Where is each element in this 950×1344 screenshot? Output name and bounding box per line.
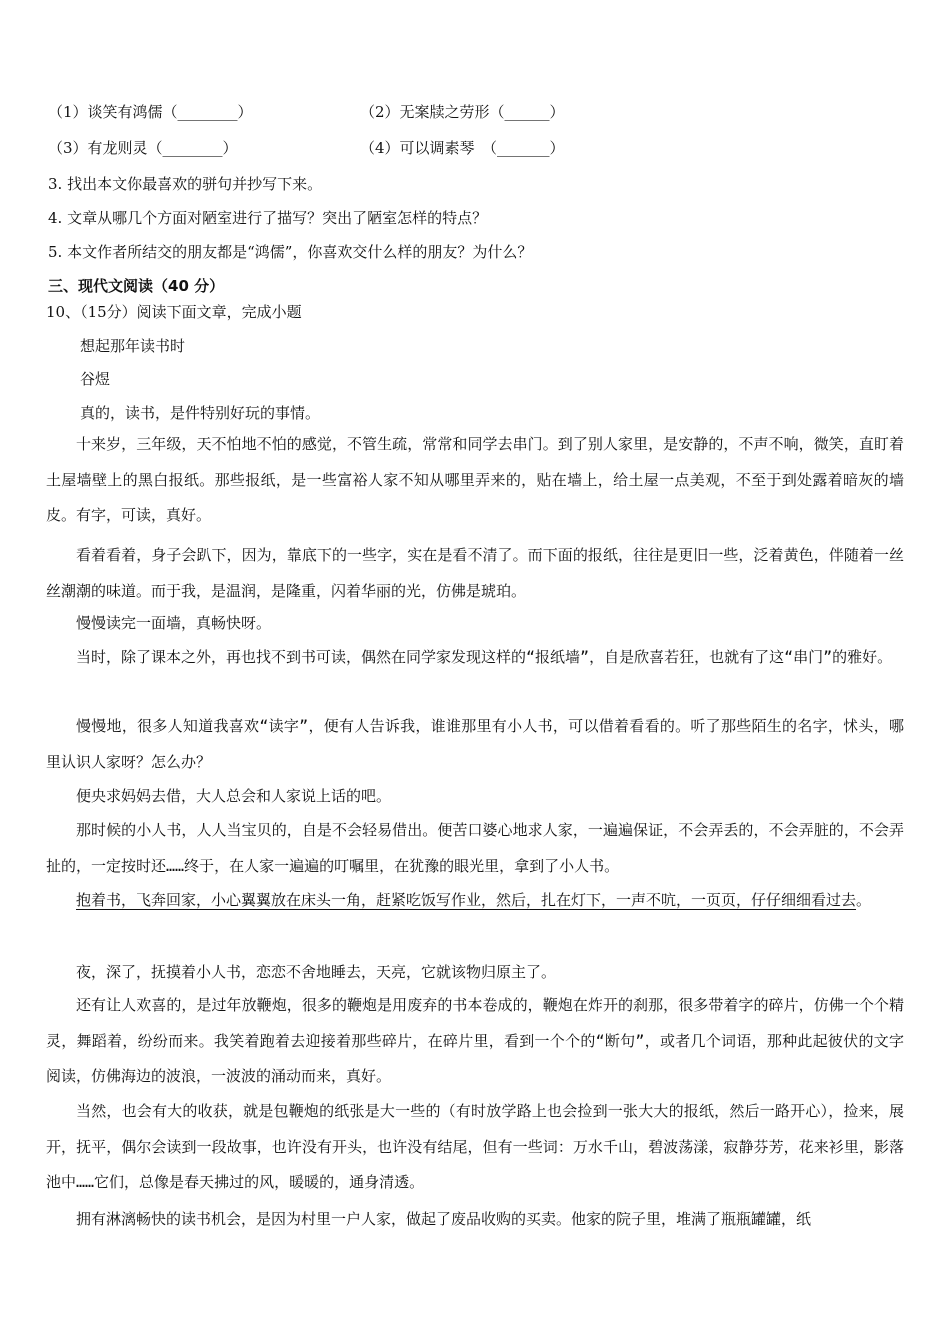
article-paragraph: 真的，读书，是件特别好玩的事情。 [80,404,321,422]
article-paragraph: 那时候的小人书，人人当宝贝的，自是不会轻易借出。便苦口婆心地求人家，一遍遍保证，不会弄丢的，不会弄脏的，不会弄扯的，一定按时还……终于，在人家一遍遍的叮嘱里，在犹豫的眼光里，拿到了小人书。 [46,821,904,875]
article-paragraph: 当然，也会有大的收获，就是包鞭炮的纸张是大一些的（有时放学路上也会捡到一张大大的报纸，然后一路开心），捡来，展开，抚平，偶尔会读到一段故事，也许没有开头，也许没有结尾，但有一些词：万水千山，碧波荡漾，寂静芬芳，花来衫里，影落池中……它们，总像是春天拂过的风，暖暖的，通身清透。 [46,1102,904,1191]
question-5: 5. 本文作者所结交的朋友都是“鸿儒”，你喜欢交什么样的朋友？为什么？ [48,243,533,261]
article-paragraph: 还有让人欢喜的，是过年放鞭炮，很多的鞭炮是用废弃的书本卷成的，鞭炮在炸开的刹那，很多带着字的碎片，仿佛一个个精灵，舞蹈着，纷纷而来。我笑着跑着去迎接着那些碎片，在碎片里，看到一个个的“断句”，或者几个词语，那种此起彼伏的文字阅读，仿佛海边的波浪，一波波的涌动而来，真好。 [46,996,904,1085]
question-4: 4. 文章从哪几个方面对陋室进行了描写？突出了陋室怎样的特点？ [48,209,488,227]
sentence-end-mark: 。 [856,891,872,909]
article-paragraph: 拥有淋漓畅快的读书机会，是因为村里一户人家，做起了废品收购的买卖。他家的院子里，堆满了瓶瓶罐罐，纸 [76,1210,812,1228]
article-paragraph: 便央求妈妈去借，大人总会和人家说上话的吧。 [76,787,392,805]
article-paragraph: 慢慢读完一面墙，真畅快呀。 [76,614,272,632]
item-3: （3）有龙则灵（________） [48,139,238,157]
article-paragraph: 当时，除了课本之外，再也找不到书可读，偶然在同学家发现这样的“报纸墙”，自是欣喜若狂，也就有了这“串门”的雅好。 [76,648,893,666]
underlined-sentence: 抱着书，飞奔回家，小心翼翼放在床头一角，赶紧吃饭写作业，然后，扎在灯下，一声不吭，一页页，仔仔细细看过去 [76,891,857,909]
article-paragraph: 看着看着，身子会趴下，因为，靠底下的一些字，实在是看不清了。而下面的报纸，往往是更旧一些，泛着黄色，伴随着一丝丝潮潮的味道。而于我，是温润，是隆重，闪着华丽的光，仿佛是琥珀。 [46,546,904,600]
article-title: 想起那年读书时 [80,337,186,355]
section-heading: 三、现代文阅读（40 分） [48,277,225,295]
item-2: （2）无案牍之劳形（______） [360,103,565,121]
item-1: （1）谈笑有鸿儒（________） [48,103,253,121]
question-3: 3. 找出本文你最喜欢的骈句并抄写下来。 [48,175,323,193]
article-paragraph: 十来岁，三年级，天不怕地不怕的感觉，不管生疏，常常和同学去串门。到了别人家里，是安静的，不声不响，微笑，直盯着土屋墙壁上的黑白报纸。那些报纸，是一些富裕人家不知从哪里弄来的，贴在墙上，给土屋一点美观，不至于到处露着暗灰的墙皮。有字，可读，真好。 [46,435,904,524]
question-10-intro: 10、（15分）阅读下面文章，完成小题 [46,303,302,321]
article-author: 谷煜 [80,370,111,388]
article-paragraph: 慢慢地，很多人知道我喜欢“读字”，便有人告诉我，谁谁那里有小人书，可以借着看看的。听了那些陌生的名字，怵头，哪里认识人家呀？怎么办？ [46,717,904,771]
item-4: （4）可以调素琴 （_______） [360,139,565,157]
article-paragraph: 夜，深了，抚摸着小人书，恋恋不舍地睡去，天亮，它就该物归原主了。 [76,963,557,981]
article-paragraph-underlined [46,883,904,919]
